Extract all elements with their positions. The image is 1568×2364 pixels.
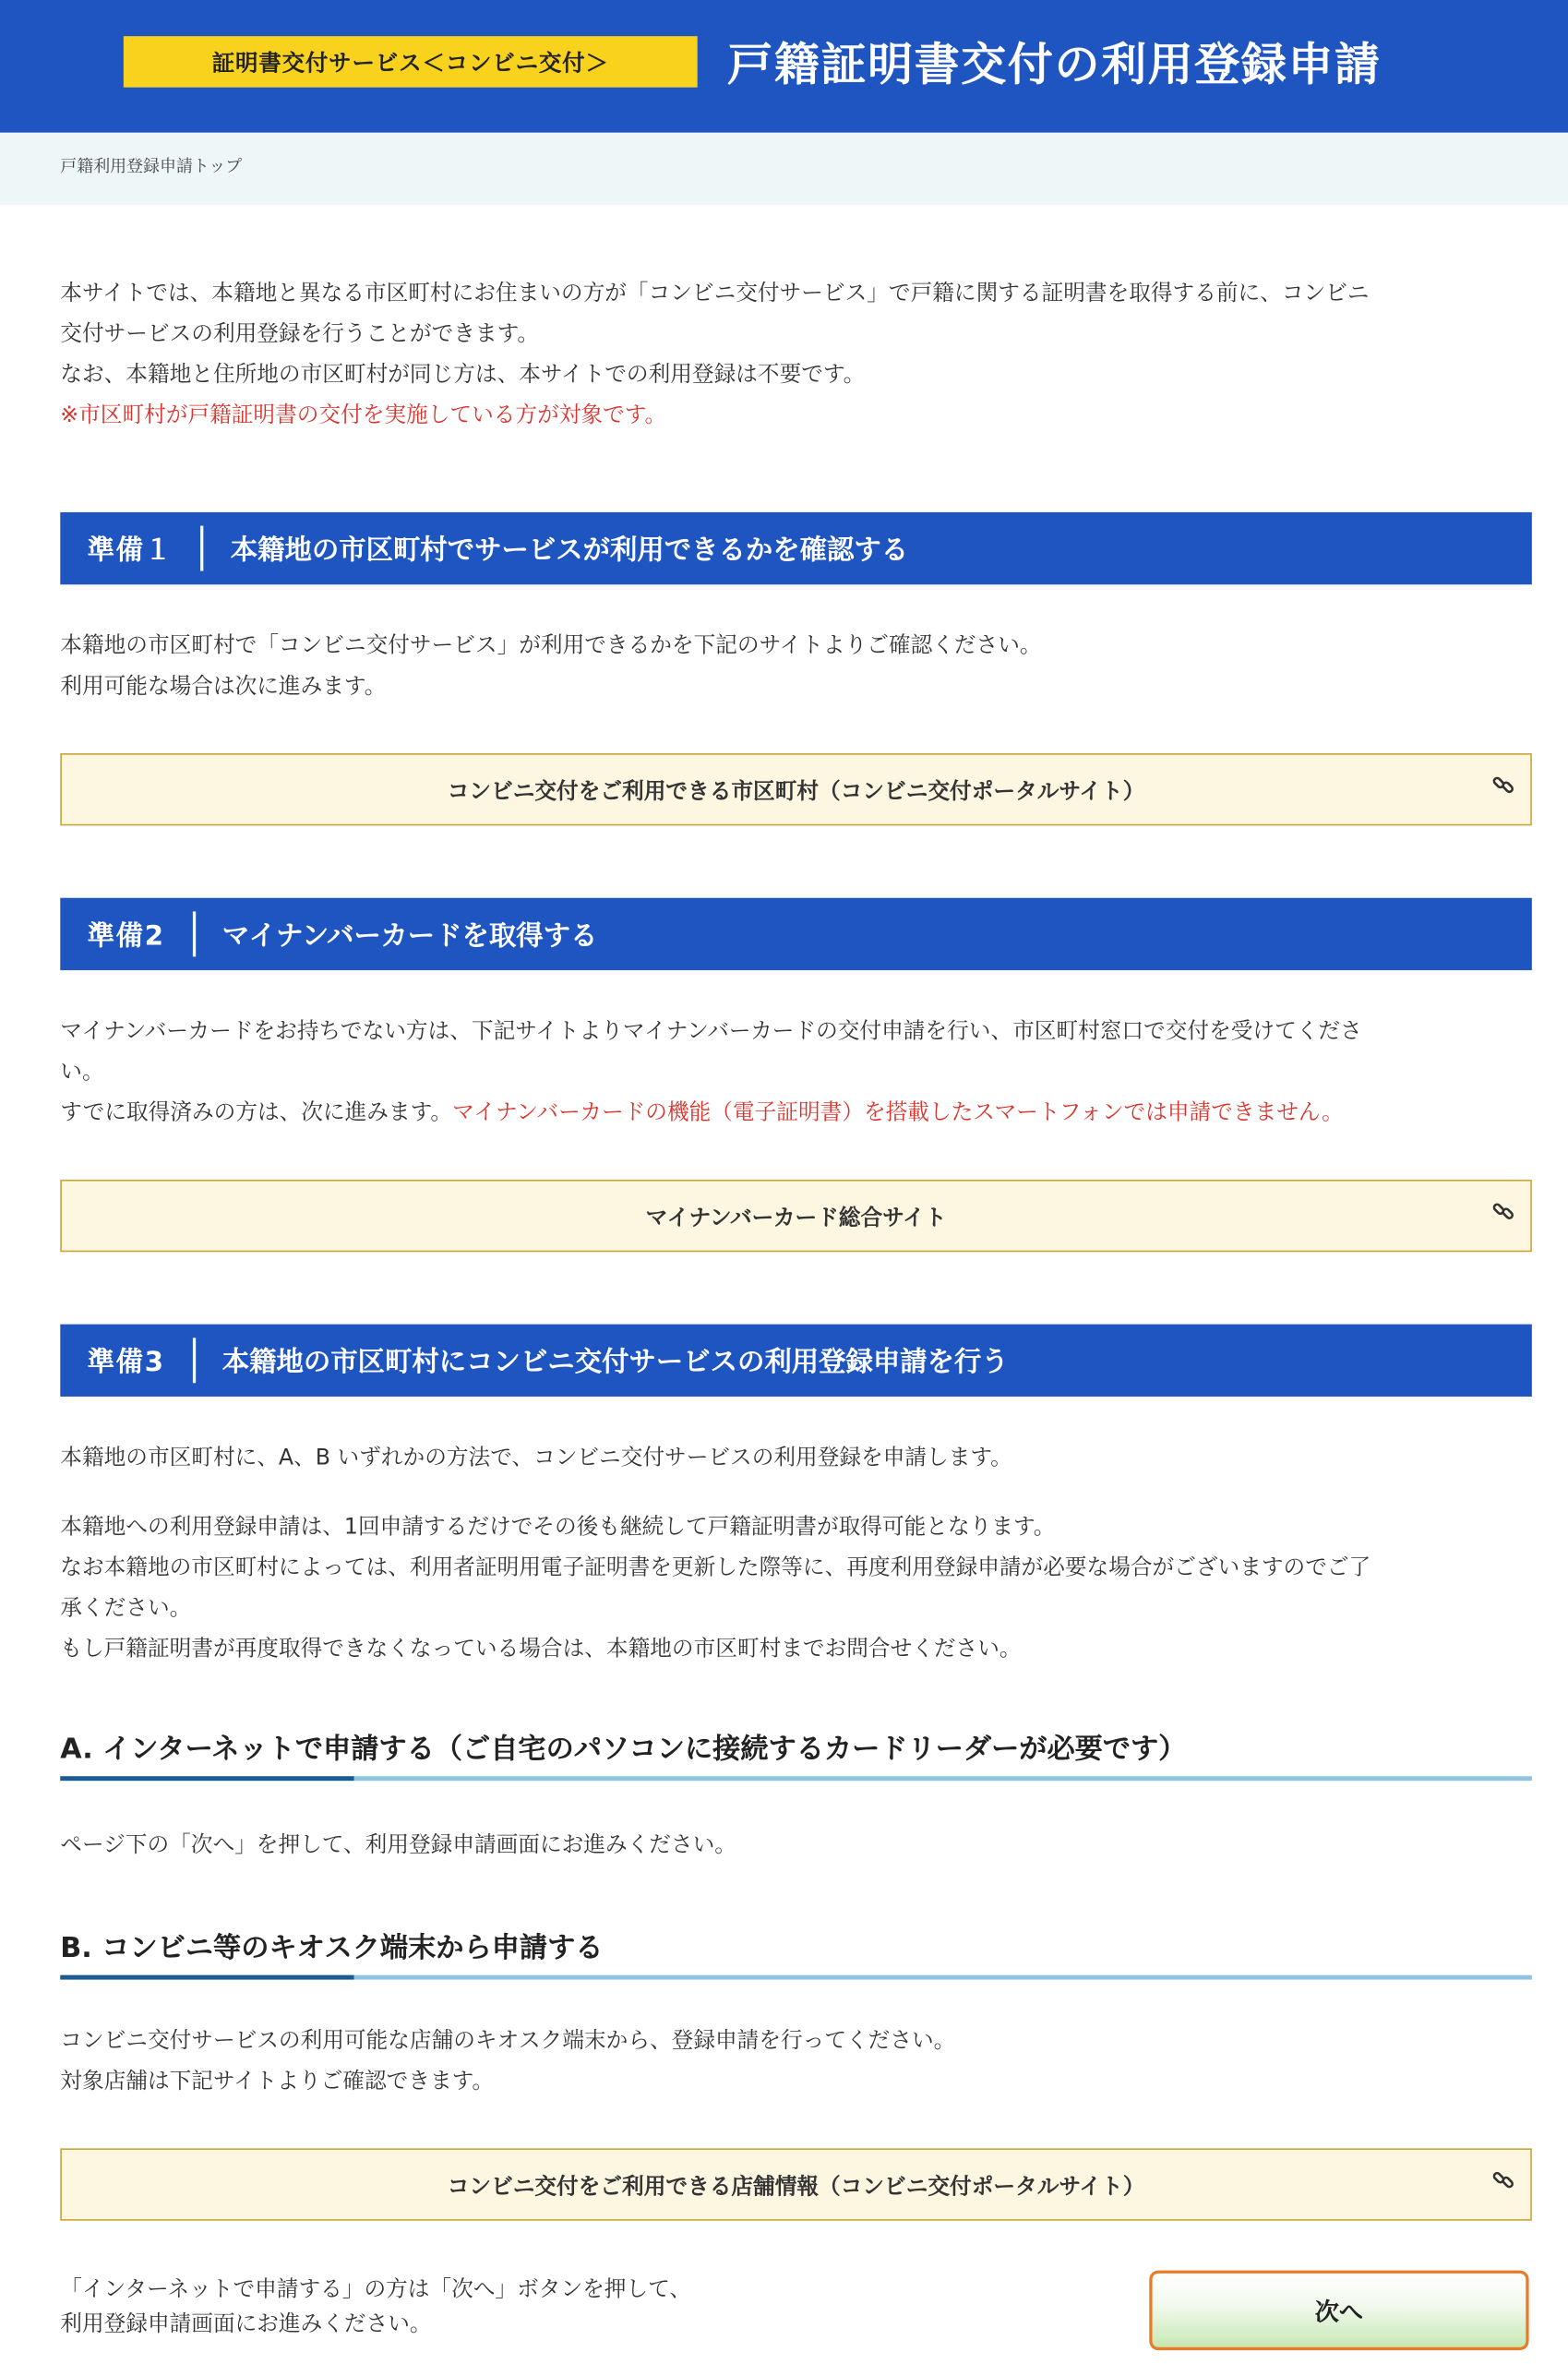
prep2-line-3 <box>60 1094 1532 1134</box>
breadcrumb <box>0 133 1568 205</box>
method-a-heading: A. インターネットで申請する（ご自宅のパソコンに接続するカードリーダーが必要です） <box>60 1734 1187 1766</box>
prep2-text <box>60 1013 1532 1134</box>
intro-note: ※市区町村が戸籍証明書の交付を実施している方が対象です。 <box>60 403 667 428</box>
method-b-text <box>60 2022 1532 2103</box>
prep1-heading <box>60 512 1532 584</box>
prep2-line-1: マイナンバーカードをお持ちでない方は、下記サイトよりマイナンバーカードの交付申請を行い、市区町村窓口で交付を受けてくださ <box>60 1019 1362 1045</box>
store-info-portal-link[interactable] <box>60 2148 1532 2220</box>
external-link-icon <box>1491 2168 1515 2192</box>
prep2-note: マイナンバーカードの機能（電子証明書）を搭載したスマートフォンでは申請できません。 <box>452 1101 1344 1126</box>
intro-line-2: 交付サービスの利用登録を行うことができます。 <box>60 322 540 347</box>
heading-divider <box>192 1338 195 1383</box>
method-b-underline <box>60 1975 1532 1980</box>
prep3-line-4: 承ください。 <box>60 1597 192 1622</box>
heading-divider <box>200 526 203 571</box>
intro-line-1: 本サイトでは、本籍地と異なる市区町村にお住まいの方が「コンビニ交付サービス」で戸籍に関する証明書を取得する前に、コンビニ <box>60 282 1370 306</box>
prep1-title: 本籍地の市区町村でサービスが利用できるかを確認する <box>230 534 909 567</box>
site-header <box>0 0 1568 133</box>
external-link-icon <box>1491 1199 1515 1223</box>
prep2-heading <box>60 898 1532 970</box>
prep3-line-3: なお本籍地の市区町村によっては、利用者証明用電子証明書を更新した際等に、再度利用登録申請が必要な場合がございますのでご了 <box>60 1555 1371 1581</box>
prep2-line-2: い。 <box>60 1060 104 1086</box>
prep1-line-1: 本籍地の市区町村で「コンビニ交付サービス」が利用できるかを下記のサイトよりご確認ください。 <box>60 634 1042 659</box>
prep2-title: マイナンバーカードを取得する <box>221 920 598 953</box>
page-title: 戸籍証明書交付の利用登録申請 <box>727 39 1382 92</box>
prep3-line-2: 本籍地への利用登録申請は、1回申請するだけでその後も継続して戸籍証明書が取得可能となります。 <box>60 1515 1056 1541</box>
prep1-text <box>60 627 1532 708</box>
intro-text <box>60 274 1532 437</box>
method-b-line-1: コンビニ交付サービスの利用可能な店舗のキオスク端末から、登録申請を行ってください。 <box>60 2029 956 2054</box>
method-a-text: ページ下の「次へ」を押して、利用登録申請画面にお進みください。 <box>60 1833 736 1858</box>
mynumber-site-link[interactable] <box>60 1180 1532 1252</box>
prep3-title: 本籍地の市区町村にコンビニ交付サービスの利用登録申請を行う <box>221 1347 1009 1379</box>
heading-divider <box>192 911 195 956</box>
prep3-heading <box>60 1325 1532 1397</box>
prep1-line-2: 利用可能な場合は次に進みます。 <box>60 675 387 700</box>
store-info-portal-link-label: コンビニ交付をご利用できる店舗情報（コンビニ交付ポータルサイト） <box>447 2174 1145 2200</box>
prep2-line-3-text: すでに取得済みの方は、次に進みます。 <box>60 1101 453 1126</box>
method-a-underline <box>60 1776 1532 1781</box>
footer-line-1: 「インターネットで申請する」の方は「次へ」ボタンを押して、 <box>60 2277 691 2302</box>
footer-line-2: 利用登録申請画面にお進みください。 <box>60 2312 432 2337</box>
municipality-portal-link-label: コンビニ交付をご利用できる市区町村（コンビニ交付ポータルサイト） <box>447 779 1145 804</box>
prep3-line-5: もし戸籍証明書が再度取得できなくなっている場合は、本籍地の市区町村までお問合せください。 <box>60 1638 1022 1662</box>
method-b-line-2: 対象店舗は下記サイトよりご確認できます。 <box>60 2070 495 2094</box>
main-content <box>0 274 1568 2343</box>
next-button[interactable]: 次へ <box>1149 2271 1528 2351</box>
prep3-line-1: 本籍地の市区町村に、A、B いずれかの方法で、コンビニ交付サービスの利用登録を申請します。 <box>60 1446 1012 1470</box>
external-link-icon <box>1491 773 1515 797</box>
municipality-portal-link[interactable] <box>60 753 1532 825</box>
prep3-text <box>60 1508 1532 1671</box>
service-badge: 証明書交付サービス＜コンビニ交付＞ <box>124 36 698 87</box>
intro-line-3: なお、本籍地と住所地の市区町村が同じ方は、本サイトでの利用登録は不要です。 <box>60 363 866 388</box>
mynumber-site-link-label: マイナンバーカード総合サイト <box>645 1206 947 1230</box>
breadcrumb-item-top[interactable]: 戸籍利用登録申請トップ <box>60 156 243 176</box>
prep3-number: 準備3 <box>87 1347 165 1379</box>
prep2-number: 準備2 <box>87 920 165 953</box>
prep1-number: 準備１ <box>87 534 174 567</box>
method-b-heading: B. コンビニ等のキオスク端末から申請する <box>60 1932 604 1965</box>
